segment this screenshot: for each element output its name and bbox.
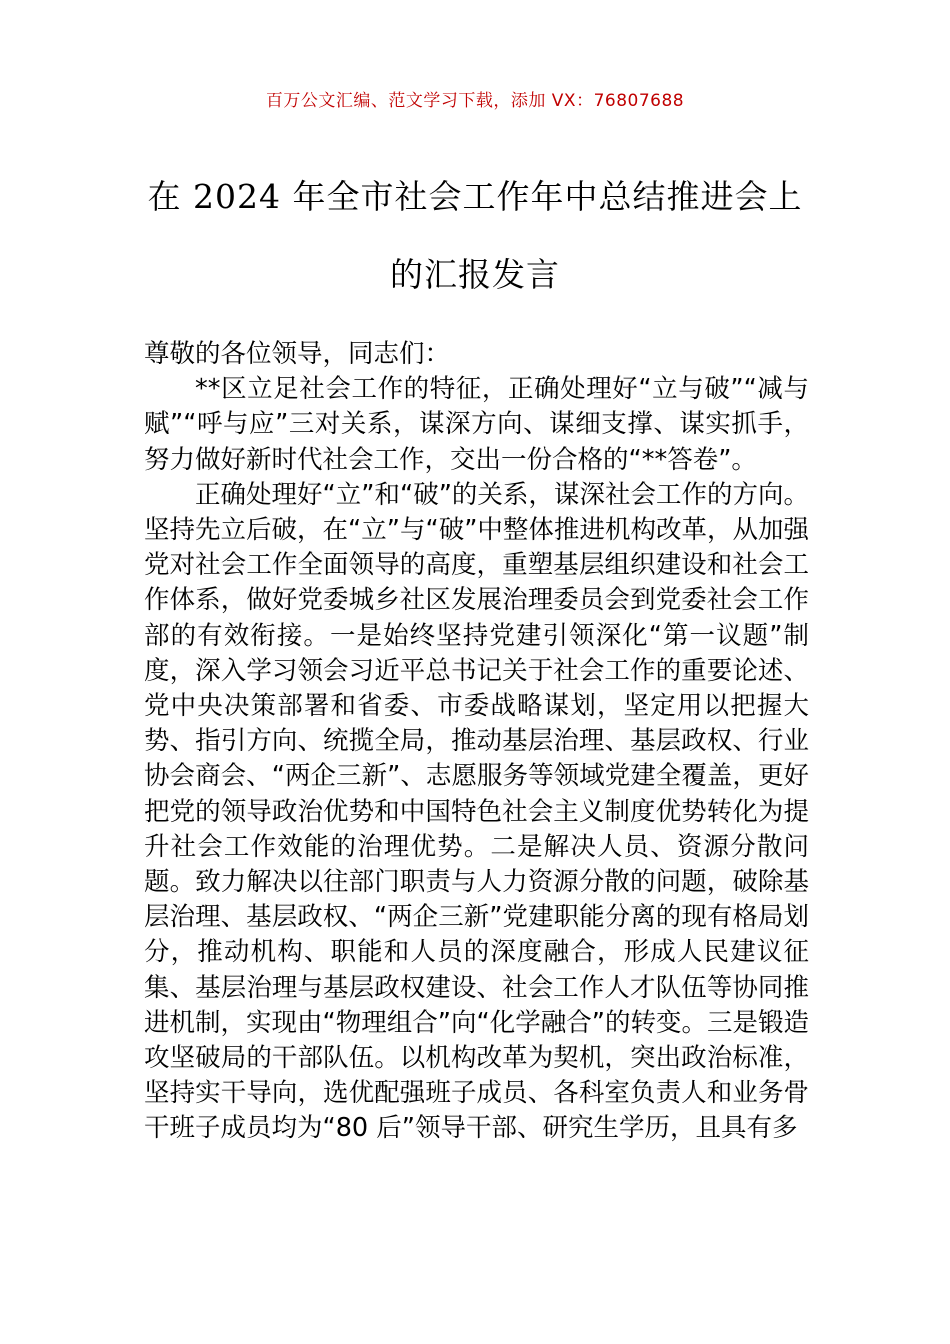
watermark-banner: 百万公文汇编、范文学习下载，添加 VX：76807688	[265, 91, 685, 111]
document-body	[144, 337, 809, 1147]
document-title	[120, 158, 830, 314]
paragraph-section-1: 正确处理好“立”和“破”的关系，谋深社会工作的方向。坚持先立后破，在“立”与“破”中整体推进机构改革，从加强党对社会工作全面领导的高度，重塑基层组织建设和社会工作体系，做好党委城乡社区发展治理委员会到党委社会工作部的有效衔接。一是始终坚持党建引领深化“第一议题”制度，深入学习领会习近平总书记关于社会工作的重要论述、党中央决策部署和省委、市委战略谋划，坚定用以把握大势、指引方向、统揽全局，推动基层治理、基层政权、行业协会商会、“两企三新”、志愿服务等领域党建全覆盖，更好把党的领导政治优势和中国特色社会主义制度优势转化为提升社会工作效能的治理优势。二是解决人员、资源分散问题。致力解决以往部门职责与人力资源分散的问题，破除基层治理、基层政权、“两企三新”党建职能分离的现有格局划分，推动机构、职能和人员的深度融合，形成人民建议征集、基层治理与基层政权建设、社会工作人才队伍等协同推进机制，实现由“物理组合”向“化学融合”的转变。三是锻造攻坚破局的干部队伍。以机构改革为契机，突出政治标准，坚持实干导向，选优配强班子成员、各科室负责人和业务骨干班子成员均为“80 后”领导干部、研究生学历，且具有多	[144, 479, 809, 1144]
salutation: 尊敬的各位领导，同志们：	[144, 339, 451, 369]
title-line-1: 在 2024 年全市社会工作年中总结推进会上	[147, 177, 803, 216]
paragraph-intro: **区立足社会工作的特征，正确处理好“立与破”“减与赋”“呼与应”三对关系，谋深方向、谋细支撑、谋实抓手，努力做好新时代社会工作，交出一份合格的“**答卷”。	[144, 374, 809, 475]
title-line-2: 的汇报发言	[390, 255, 560, 294]
